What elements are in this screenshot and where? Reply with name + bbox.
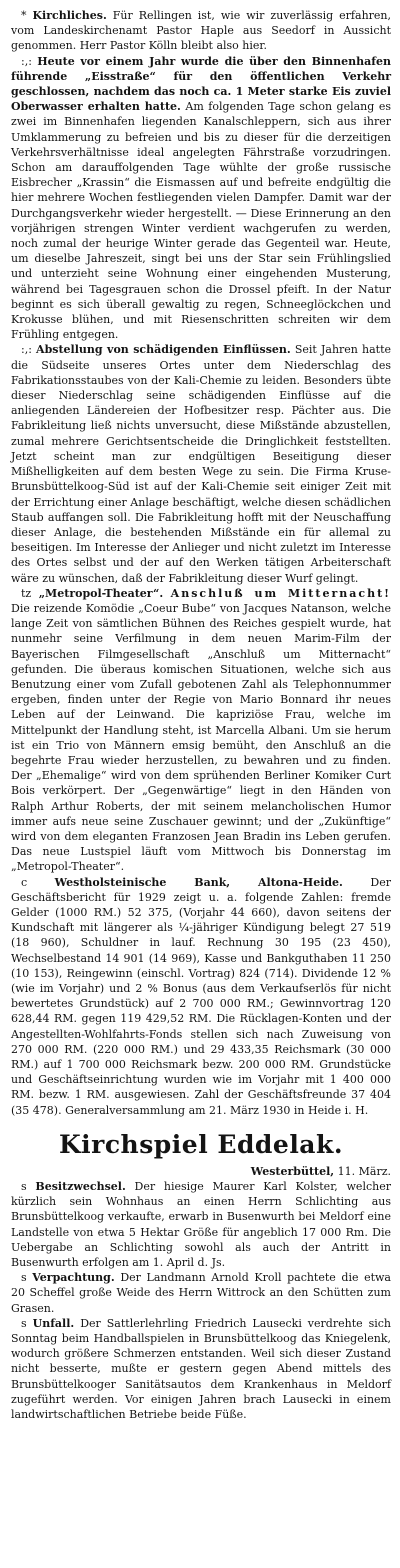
section-title: Kirchspiel Eddelak. <box>58 1129 344 1159</box>
article-abstellung <box>11 342 391 585</box>
article-marker: s <box>21 1316 33 1330</box>
article-marker: * <box>21 9 33 22</box>
dateline-place: Westerbüttel, <box>250 1164 335 1178</box>
article-subheading: Anschluß um Mitternacht! <box>170 586 391 600</box>
dateline <box>11 1164 391 1179</box>
article-body: Die reizende Komödie „Coeur Bube“ von Jacques Natanson, welche lange Zeit von sämtlichen Bühnen des Reiches gespielt wurde, hat nunmehr seine Verfilmung in dem neuen Marim-Film der Bayerischen Filmgesellschaft „Anschluß um Mitternacht“ gefunden. Die überaus komischen Situationen, welche sich aus Benutzung einer vom Zufall gebotenen Zahl als Telephonnummer ergeben, finden unter der Regie von Mario Bonnard ihr neues Leben auf der Leinwand. Die kapriziöse Frau, welche im Mittelpunkt der Handlung steht, ist Marcella Albani. Um sie herum ist ein Trio von Männern emsig bemüht, den Anschluß an die begehrte Frau wieder herzustellen, zu bewahren und zu finden. Der „Ehemalige“ wird von dem sprühenden Berliner Komiker Curt Bois verkörpert. Der „Gegenwärtige“ liegt in den Händen von Ralph Arthur Roberts, der mit seinem melancholischen Humor immer aufs neue seine Zuschauer gewinnt; und der „Zukünftige“ wird von dem eleganten Franzosen Jean Bradin ins Leben gerufen. Das neue Lustspiel läuft vom Mittwoch bis Donnerstag im „Metropol-Theater“. <box>11 601 391 874</box>
article-heading: Kirchliches. <box>32 9 107 22</box>
article-body: Seit Jahren hatte die Südseite unseres Ortes unter dem Niederschlag des Fabrikationsstaubes von der Kali-Chemie zu leiden. Besonders übte dieser Niederschlag seine schädigenden Einflüsse auf die anliegenden Ländereien der Hofbesitzer resp. Pächter aus. Die Fabrikleitung ließ nichts unversucht, diese Mißstände abzustellen, zumal mehrere Gerichtsentscheide die Dringlichkeit feststellten. Jetzt scheint man zur endgültigen Beseitigung dieser Mißhelligkeiten auf dem besten Wege zu sein. Die Firma Kruse-Brunsbüttelkoog-Süd ist auf der Kali-Chemie seit einiger Zeit mit der Errichtung einer Anlage beschäftigt, welche diesen schädlichen Staub auffangen soll. Die Fabrikleitung hofft mit der Neuschaffung dieser Anlage, die bestehenden Mißstände ein für allemal zu beseitigen. Im Interesse der Anlieger und nicht zuletzt im Interesse des Ortes selbst und der auf den Werken tätigen Arbeiterschaft wäre zu wünschen, daß der Fabrikleitung dieser Wurf gelingt. <box>11 343 392 585</box>
article-unfall <box>11 1316 391 1422</box>
article-heading: Verpachtung. <box>32 1271 115 1285</box>
article-heading: Unfall. <box>32 1316 75 1330</box>
article-heading: Westholsteinische Bank, Altona-Heide. <box>54 875 343 889</box>
article-body: Der hiesige Maurer Karl Kolster, welcher kürzlich sein Wohnhaus an einen Herrn Schlichting aus Brunsbüttelkoog verkaufte, erwarb in Busenwurth bei Meldorf eine Landstelle von etwa 5 Hektar Größe für angeblich 17 000 Rm. Die Uebergabe an Schlichting sowohl als auch der Antritt in Busenwurth erfolgen am 1. April d. Js. <box>11 1180 391 1270</box>
article-body: Der Landmann Arnold Kroll pachtete die etwa 20 Scheffel große Weide des Herrn Wittrock an den Schütten zum Grasen. <box>11 1271 391 1315</box>
article-body: Der Sattlerlehrling Friedrich Lausecki verdrehte sich Sonntag beim Handballspielen in Brunsbüttelkoog das Kniegelenk, wodurch größere Schmerzen entstanden. Weil sich dieser Zustand nicht besserte, mußte er gestern gegen Abend mittels des Brunsbüttelkooger Sanitätsautos dem Krankenhaus in Meldorf zugeführt werden. Vor einigen Jahren brach Lausecki in einem landwirtschaftlichen Betriebe beide Füße. <box>11 1316 391 1422</box>
article-vor-einem-jahr <box>11 54 391 343</box>
article-marker: :,: <box>21 54 38 68</box>
article-marker: s <box>21 1180 36 1194</box>
article-marker: c <box>21 875 55 889</box>
article-heading: Besitzwechsel. <box>35 1180 126 1194</box>
article-marker: s <box>21 1271 33 1285</box>
dateline-date: 11. März. <box>334 1164 391 1178</box>
news-column <box>11 8 391 1422</box>
article-body: Für Rellingen ist, wie wir zuverlässig erfahren, vom Landeskirchenamt Pastor Haple aus Seedorf in Aussicht genommen. Herr Pastor Kölln bleibt also hier. <box>11 9 391 53</box>
article-kirchliches <box>11 8 391 54</box>
article-body: Der Geschäftsbericht für 1929 zeigt u. a. folgende Zahlen: fremde Gelder (1000 RM.) 52 375, (Vorjahr 44 660), davon seitens der Kundschaft mit längerer als ¼-jähriger Kündigung belegt 27 519 (18 960), Schuldner in lauf. Rechnung 30 195 (23 450), Wechselbestand 14 901 (14 969), Kasse und Bankguthaben 11 250 (10 153), Reingewinn (einschl. Vortrag) 824 (714). Dividende 12 % (wie im Vorjahr) und 2 % Bonus (aus dem Verkaufserlös für nicht bewertetes Grundstück) auf 2 700 000 RM.; Gewinnvortrag 120 628,44 RM. gegen 119 429,52 RM. Die Rücklagen-Konten und der Angestellten-Wohlfahrts-Fonds stellen sich nach Zuweisung von 270 000 RM. (220 000 RM.) und 29 433,35 Reichsmark (30 000 RM.) auf 1 700 000 Reichsmark bezw. 200 000 RM. Grundstücke und Geschäftseinrichtung wurden wie im Vorjahr mit 1 400 000 RM. bezw. 1 RM. ausgewiesen. Zahl der Geschäftsfreunde 37 404 (35 478). Generalversammlung am 21. März 1930 in Heide i. H. <box>11 875 391 1117</box>
article-metropol <box>11 586 391 875</box>
article-heading: Abstellung von schädigenden Einflüssen. <box>36 343 291 357</box>
article-marker: :,: <box>21 343 37 357</box>
article-body: Am folgenden Tage schon gelang es zwei im Binnenhafen liegenden Kanalschleppern, sich aus ihrer Umklammerung zu befreien und bis zu dieser für die derzeitigen Verkehrsverhältnisse ideal angelegten Fährstraße vorzudringen. Schon am darauffolgenden Tage wühlte der große russische Eisbrecher „Krassin“ die Eismassen auf und befreite endgültig die hier mehrere Wochen festliegenden vielen Dampfer. Damit war der Durchgangsverkehr wieder hergestellt. — Diese Erinnerung an den vorjährigen strengen Winter verdient wachgerufen zu werden, noch zumal der heurige Winter gerade das Gegenteil war. Heute, um dieselbe Jahreszeit, singt bei uns der Star sein Frühlingslied und unterzieht seine Wohnung einer eingehenden Musterung, während bei Tagesgrauen schon die Drossel pfeift. In der Natur beginnt es sich überall gewaltig zu regen, Schneeglöckchen und Krokusse blühen, und mit Riesenschritten schreiten wir dem Frühling entgegen. <box>11 100 391 342</box>
article-verpachtung <box>11 1270 391 1316</box>
article-marker: tz <box>21 586 39 600</box>
article-heading: Heute vor einem Jahr wurde die über den Binnenhafen führende „Eisstraße“ für den öffentlichen Verkehr geschlossen, nachdem das noch ca. 1 Meter starke Eis zuviel Oberwasser erhalten hatte. <box>11 54 391 114</box>
article-besitzwechsel <box>11 1179 391 1270</box>
article-heading: „Metropol-Theater“. <box>38 586 164 600</box>
article-westholsteinische-bank <box>11 875 391 1118</box>
